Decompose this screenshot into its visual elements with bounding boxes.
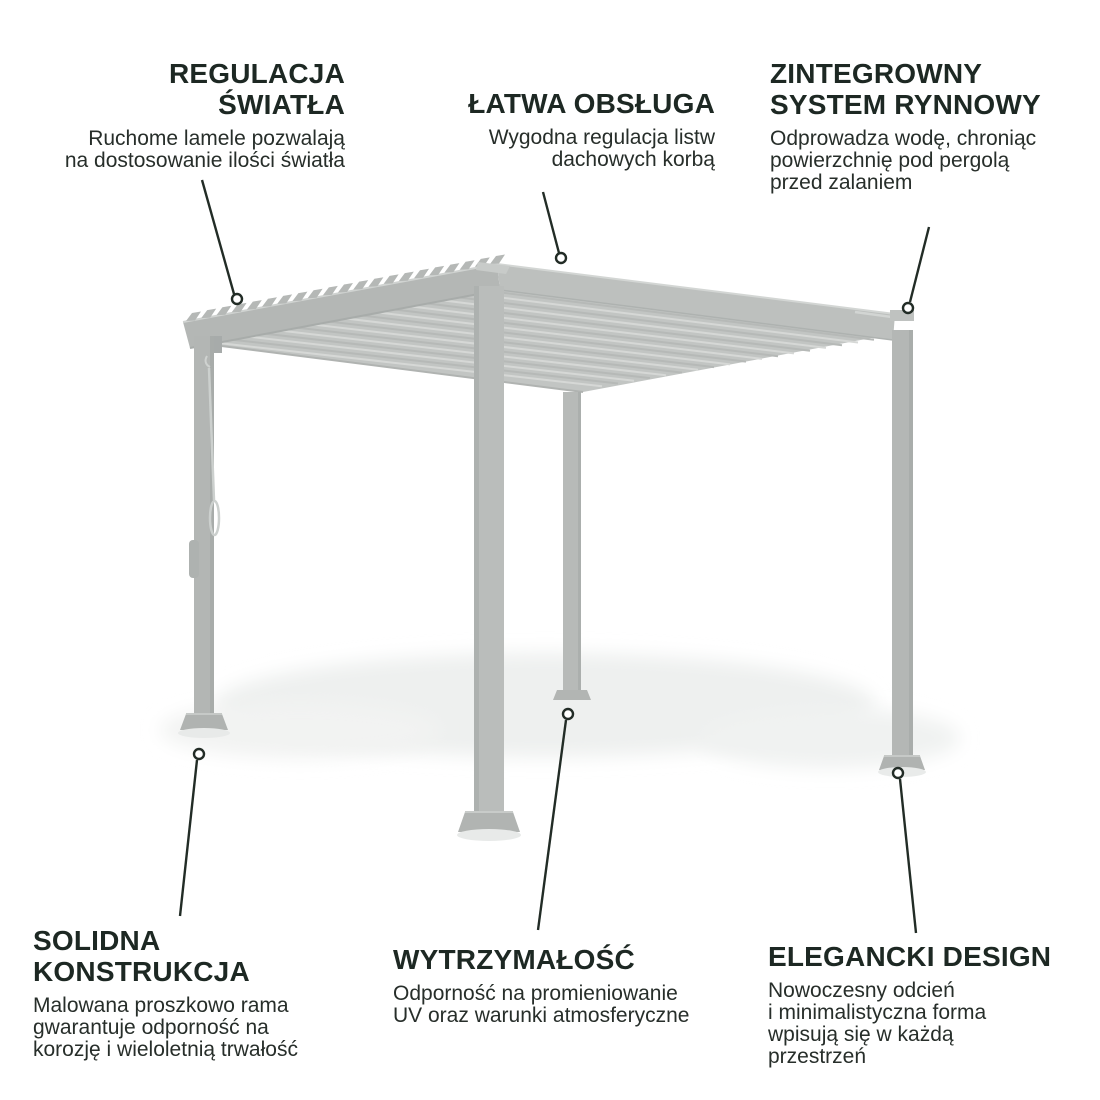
annotation-latwa-obsluga <box>415 88 715 171</box>
annotation-title <box>770 58 1095 120</box>
text-line: SOLIDNA <box>33 925 161 956</box>
text-line: Odprowadza wodę, chroniąc <box>770 127 1037 150</box>
text-line: REGULACJA <box>168 58 345 89</box>
callout-regulacja <box>202 180 242 304</box>
text-line: przed zalaniem <box>770 171 913 194</box>
callout-marker <box>893 768 903 778</box>
text-line: SYSTEM RYNNOWY <box>770 89 1041 120</box>
annotation-title <box>393 944 738 975</box>
text-line: KONSTRUKCJA <box>33 956 250 987</box>
text-line: WYTRZYMAŁOŚĆ <box>393 944 635 975</box>
text-line: ŚWIATŁA <box>218 89 345 120</box>
text-line: ŁATWA OBSŁUGA <box>468 88 715 119</box>
annotation-title <box>33 925 373 987</box>
text-line: wpisują się w każdą <box>768 1023 954 1046</box>
text-line: i minimalistyczna forma <box>768 1001 987 1024</box>
callout-latwa <box>543 192 566 263</box>
text-line: UV oraz warunki atmosferyczne <box>393 1004 690 1027</box>
annotation-zintegrowny-system <box>770 58 1095 194</box>
annotation-regulacja-swiatla <box>15 58 345 172</box>
callout-elegancki <box>893 768 916 933</box>
callout-marker <box>903 303 913 313</box>
text-line: przestrzeń <box>768 1045 867 1068</box>
text-line: Wygodna regulacja listw <box>488 126 715 149</box>
text-line: ZINTEGROWNY <box>770 58 983 89</box>
annotation-body <box>15 128 345 172</box>
ground-shadow <box>160 653 960 768</box>
text-line: Odporność na promieniowanie <box>393 982 678 1005</box>
annotation-wytrzymalosc <box>393 944 738 1027</box>
text-line: powierzchnię pod pergolą <box>770 149 1010 172</box>
annotation-title <box>415 88 715 119</box>
annotation-body <box>415 127 715 171</box>
text-line: Malowana proszkowo rama <box>33 994 289 1017</box>
callout-marker <box>194 749 204 759</box>
text-line: Nowoczesny odcień <box>768 979 955 1002</box>
text-line: Ruchome lamele pozwalają <box>88 127 345 150</box>
annotation-body <box>393 983 738 1027</box>
annotation-title <box>15 58 345 120</box>
text-line: dachowych korbą <box>551 148 715 171</box>
callout-marker <box>556 253 566 263</box>
annotation-body <box>33 995 373 1061</box>
callout-marker <box>232 294 242 304</box>
text-line: korozję i wieloletnią trwałość <box>33 1038 298 1061</box>
annotation-body <box>768 980 1088 1068</box>
callout-solidna <box>180 749 204 916</box>
text-line: ELEGANCKI DESIGN <box>768 941 1052 972</box>
annotation-title <box>768 941 1088 972</box>
text-line: na dostosowanie ilości światła <box>64 149 345 172</box>
annotation-elegancki-design <box>768 941 1088 1068</box>
annotation-body <box>770 128 1095 194</box>
pergola-post-right <box>878 330 926 777</box>
text-line: gwarantuje odporność na <box>33 1016 269 1039</box>
callout-zintegrowny <box>903 227 929 313</box>
pergola-post-left <box>178 336 230 738</box>
annotation-solidna-konstrukcja <box>33 925 373 1061</box>
callout-marker <box>563 709 573 719</box>
